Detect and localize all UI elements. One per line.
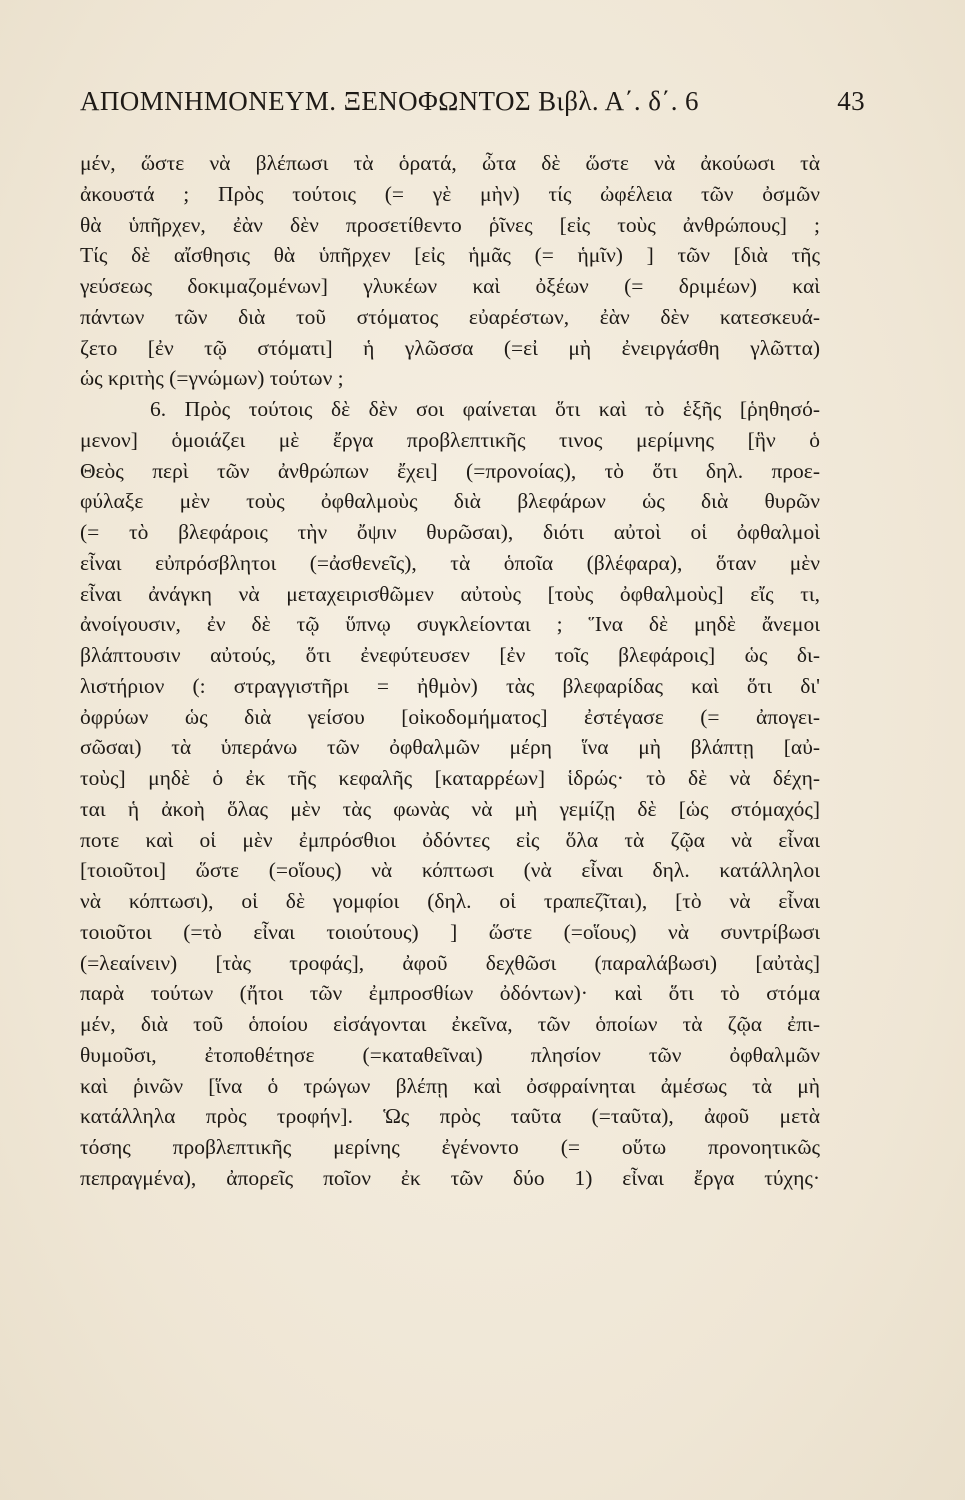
text-line: παρὰ τούτων (ἤτοι τῶν ἐμπροσθίων ὀδόντων)· καὶ ὅτι τὸ στόμα bbox=[80, 981, 820, 1006]
text-line: καὶ ῥινῶν [ἵνα ὁ τρώγων βλέπῃ καὶ ὀσφραίνηται ἀμέσως τὰ μὴ bbox=[80, 1073, 820, 1098]
paragraph-start-line: 6. Πρὸς τούτοις δὲ δὲν σοι φαίνεται ὅτι καὶ τὸ ἑξῆς [ῥηθησό- bbox=[150, 397, 820, 421]
text-line: (=λεαίνειν) [τὰς τροφάς], ἀφοῦ δεχθῶσι (παραλάβωσι) [αὐτὰς] bbox=[80, 950, 820, 975]
header-title: ΑΠΟΜΝΗΜΟΝΕΥΜ. ΞΕΝΟΦΩΝΤΟΣ Βιβλ. Α΄. δ΄. 6 bbox=[80, 86, 699, 116]
text-line: νὰ κόπτωσι), οἱ δὲ γομφίοι (δηλ. οἱ τραπεζῖται), [τὸ νὰ εἶναι bbox=[80, 889, 820, 913]
text-line: πεπραγμένα), ἀπορεῖς ποῖον ἐκ τῶν δύο 1) εἶναι ἔργα τύχης· bbox=[80, 1165, 820, 1190]
text-line: Τίς δὲ αἴσθησις θὰ ὑπῆρχεν [εἰς ἡμᾶς (= ἡμῖν) ] τῶν [διὰ τῆς bbox=[80, 243, 820, 268]
text-line: θὰ ὑπῆρχεν, ἐὰν δὲν προσετίθεντο ῥῖνες [εἰς τοὺς ἀνθρώπους] ; bbox=[80, 212, 820, 237]
text-line: ἀκουστά ; Πρὸς τούτοις (= γὲ μὴν) τίς ὠφέλεια τῶν ὀσμῶν bbox=[80, 181, 820, 206]
text-line: τοιοῦτοι (=τὸ εἶναι τοιούτους) ] ὥστε (=οἵους) νὰ συντρίβωσι bbox=[80, 919, 820, 944]
text-line: ζετο [ἐν τῷ στόματι] ἡ γλῶσσα (=εἰ μὴ ἐνειργάσθη γλῶττα) bbox=[80, 335, 820, 360]
running-header bbox=[80, 86, 865, 126]
text-line: εἶναι εὐπρόσβλητοι (=ἀσθενεῖς), τὰ ὁποῖα (βλέφαρα), ὅταν μὲν bbox=[80, 550, 820, 575]
text-line: σῶσαι) τὰ ὑπεράνω τῶν ὀφθαλμῶν μέρη ἵνα μὴ βλάπτῃ [αὐ- bbox=[80, 735, 820, 760]
text-line: μέν, διὰ τοῦ ὁποίου εἰσάγονται ἐκεῖνα, τῶν ὁποίων τὰ ζῷα ἐπι- bbox=[80, 1012, 820, 1036]
page-number: 43 bbox=[837, 86, 865, 116]
text-line: τόσης προβλεπτικῆς μερίνης ἐγένοντο (= οὕτω προνοητικῶς bbox=[80, 1135, 820, 1159]
text-line: Θεὸς περὶ τῶν ἀνθρώπων ἔχει] (=προνοίας), τὸ ὅτι δηλ. προε- bbox=[80, 458, 820, 483]
text-line: φύλαξε μὲν τοὺς ὀφθαλμοὺς διὰ βλεφάρων ὡς διὰ θυρῶν bbox=[80, 489, 820, 514]
text-line: ποτε καὶ οἱ μὲν ἐμπρόσθιοι ὀδόντες εἰς ὅλα τὰ ζῷα νὰ εἶναι bbox=[80, 827, 820, 852]
text-line: πάντων τῶν διὰ τοῦ στόματος εὐαρέστων, ἐὰν δὲν κατεσκευά- bbox=[80, 304, 820, 329]
text-line: τοὺς] μηδὲ ὁ ἐκ τῆς κεφαλῆς [καταρρέων] ἱδρώς· τὸ δὲ νὰ δέχη- bbox=[80, 766, 820, 790]
text-line: ὡς κριτὴς (=γνώμων) τούτων ; bbox=[80, 366, 344, 391]
text-line: [τοιοῦτοι] ὥστε (=οἵους) νὰ κόπτωσι (νὰ εἶναι δηλ. κατάλληλοι bbox=[80, 858, 820, 883]
body-text bbox=[80, 148, 820, 1194]
text-line: μενον] ὁμοιάζει μὲ ἔργα προβλεπτικῆς τινος μερίμνης [ἣν ὁ bbox=[80, 427, 820, 452]
text-line: ται ἡ ἀκοὴ ὅλας μὲν τὰς φωνὰς νὰ μὴ γεμίζῃ δὲ [ὡς στόμαχός] bbox=[80, 796, 820, 821]
text-line: λιστήριον (: στραγγιστῆρι = ἠθμὸν) τὰς βλεφαρίδας καὶ ὅτι δι' bbox=[80, 673, 820, 698]
text-line: (= τὸ βλεφάροις τὴν ὄψιν θυρῶσαι), διότι αὐτοὶ οἱ ὀφθαλμοὶ bbox=[80, 520, 820, 544]
text-line: βλάπτουσιν αὐτούς, ὅτι ἐνεφύτευσεν [ἐν τοῖς βλεφάροις] ὡς δι- bbox=[80, 643, 820, 667]
text-line: γεύσεως δοκιμαζομένων] γλυκέων καὶ ὀξέων (= δριμέων) καὶ bbox=[80, 274, 820, 298]
text-line: ἀνοίγουσιν, ἐν δὲ τῷ ὕπνῳ συγκλείονται ; Ἵνα δὲ μηδὲ ἄνεμοι bbox=[80, 612, 820, 637]
text-line: κατάλληλα πρὸς τροφήν]. Ὡς πρὸς ταῦτα (=ταῦτα), ἀφοῦ μετὰ bbox=[80, 1104, 820, 1129]
text-line: μέν, ὥστε νὰ βλέπωσι τὰ ὁρατά, ὦτα δὲ ὥστε νὰ ἀκούωσι τὰ bbox=[80, 151, 820, 175]
text-line: εἶναι ἀνάγκη νὰ μεταχειρισθῶμεν αὐτοὺς [τοὺς ὀφθαλμοὺς] εἴς τι, bbox=[80, 581, 820, 606]
text-line: θυμοῦσι, ἐτοποθέτησε (=καταθεῖναι) πλησίον τῶν ὀφθαλμῶν bbox=[80, 1042, 820, 1067]
text-line: ὀφρύων ὡς διὰ γείσου [οἰκοδομήματος] ἐστέγασε (= ἀπογει- bbox=[80, 704, 820, 729]
